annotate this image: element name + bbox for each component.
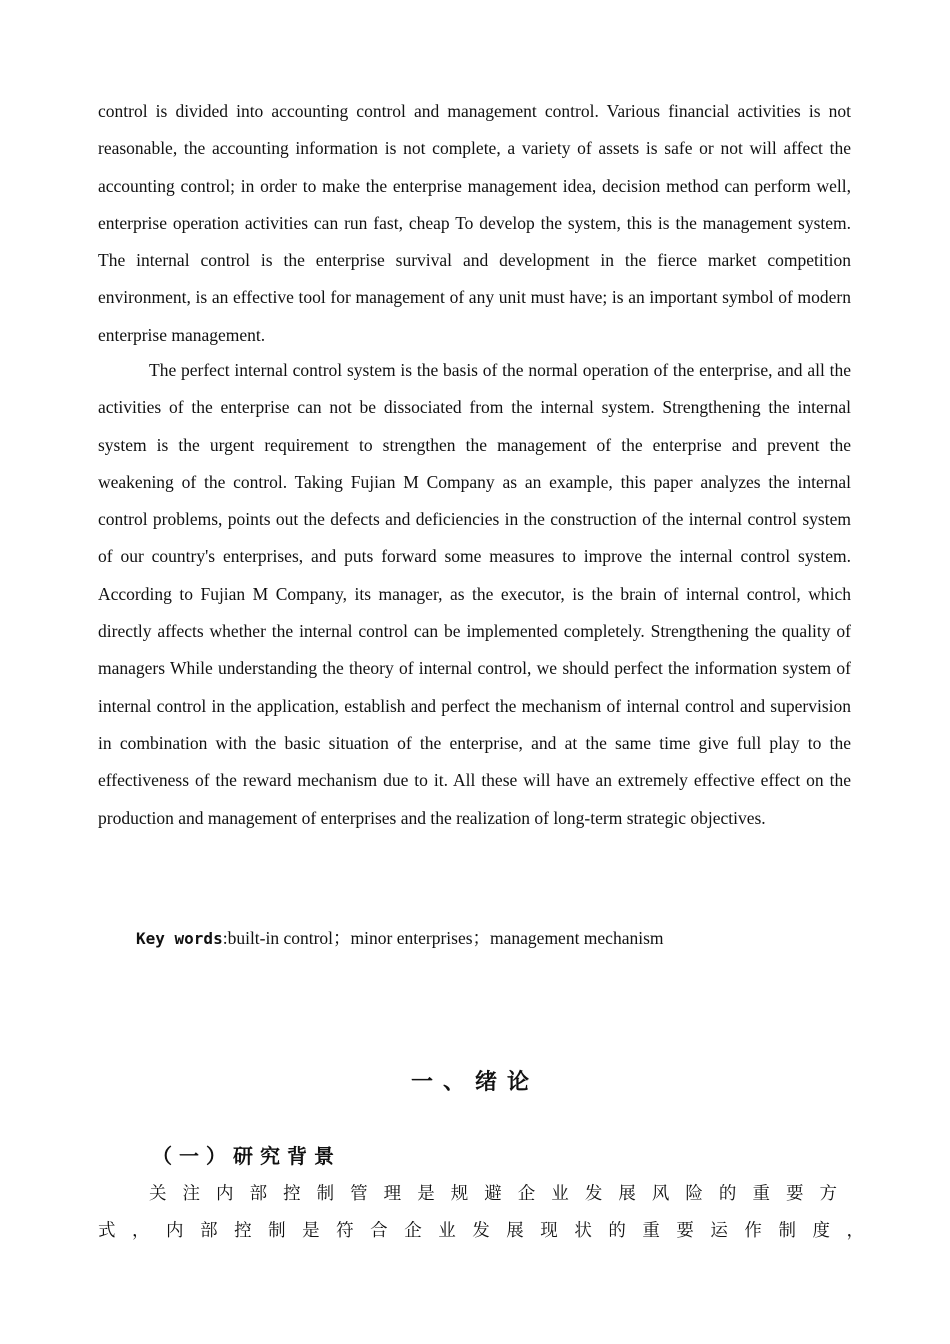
body-text-line: 式，内部控制是符合企业发展现状的重要运作制度， — [98, 1221, 864, 1241]
section-title: （一）研究背景 — [152, 1144, 341, 1168]
keywords-label: Key words — [136, 929, 223, 948]
keywords-line — [136, 924, 664, 953]
chapter-title: 一、绪论 — [410, 1070, 539, 1095]
keywords-text: built-in control；minor enterprises；management mechanism — [227, 928, 664, 948]
keywords-separator: : — [222, 928, 228, 948]
abstract-paragraph: The perfect internal control system is the basis of the normal operation of the enterprise, and all the activities of the enterprise can not be dissociated from the internal system. Strengthening the internal system is the urgent requirement to strengthen the management of the enterprise and prevent the weakening of the control. Taking Fujian M Company as an example, this paper analyzes the internal control problems, points out the defects and deficiencies in the construction of the internal control system of our country's enterprises, and puts forward some measures to improve the internal control system. According to Fujian M Company, its manager, as the executor, is the brain of internal control, which directly affects whether the internal control can be implemented completely. Strengthening the quality of managers While understanding the theory of internal control, we should perfect the information system of internal control in the application, establish and perfect the mechanism of internal control and supervision in combination with the basic situation of the enterprise, and at the same time give full play to the effectiveness of the reward mechanism due to it. All these will have an extremely effective effect on the production and management of enterprises and the realization of long-term strategic objectives. — [98, 360, 851, 828]
abstract-paragraph: control is divided into accounting control and management control. Various financial activities is not reasonable, the accounting information is not complete, a variety of assets is safe or not will affect the accounting control; in order to make the enterprise management idea, decision method can perform well, enterprise operation activities can run fast, cheap To develop the system, this is the management system. The internal control is the enterprise survival and development in the fierce market competition environment, is an effective tool for management of any unit must have; is an important symbol of modern enterprise management. — [98, 101, 851, 345]
body-text-line: 关注内部控制管理是规避企业发展风险的重要方 — [149, 1184, 837, 1204]
